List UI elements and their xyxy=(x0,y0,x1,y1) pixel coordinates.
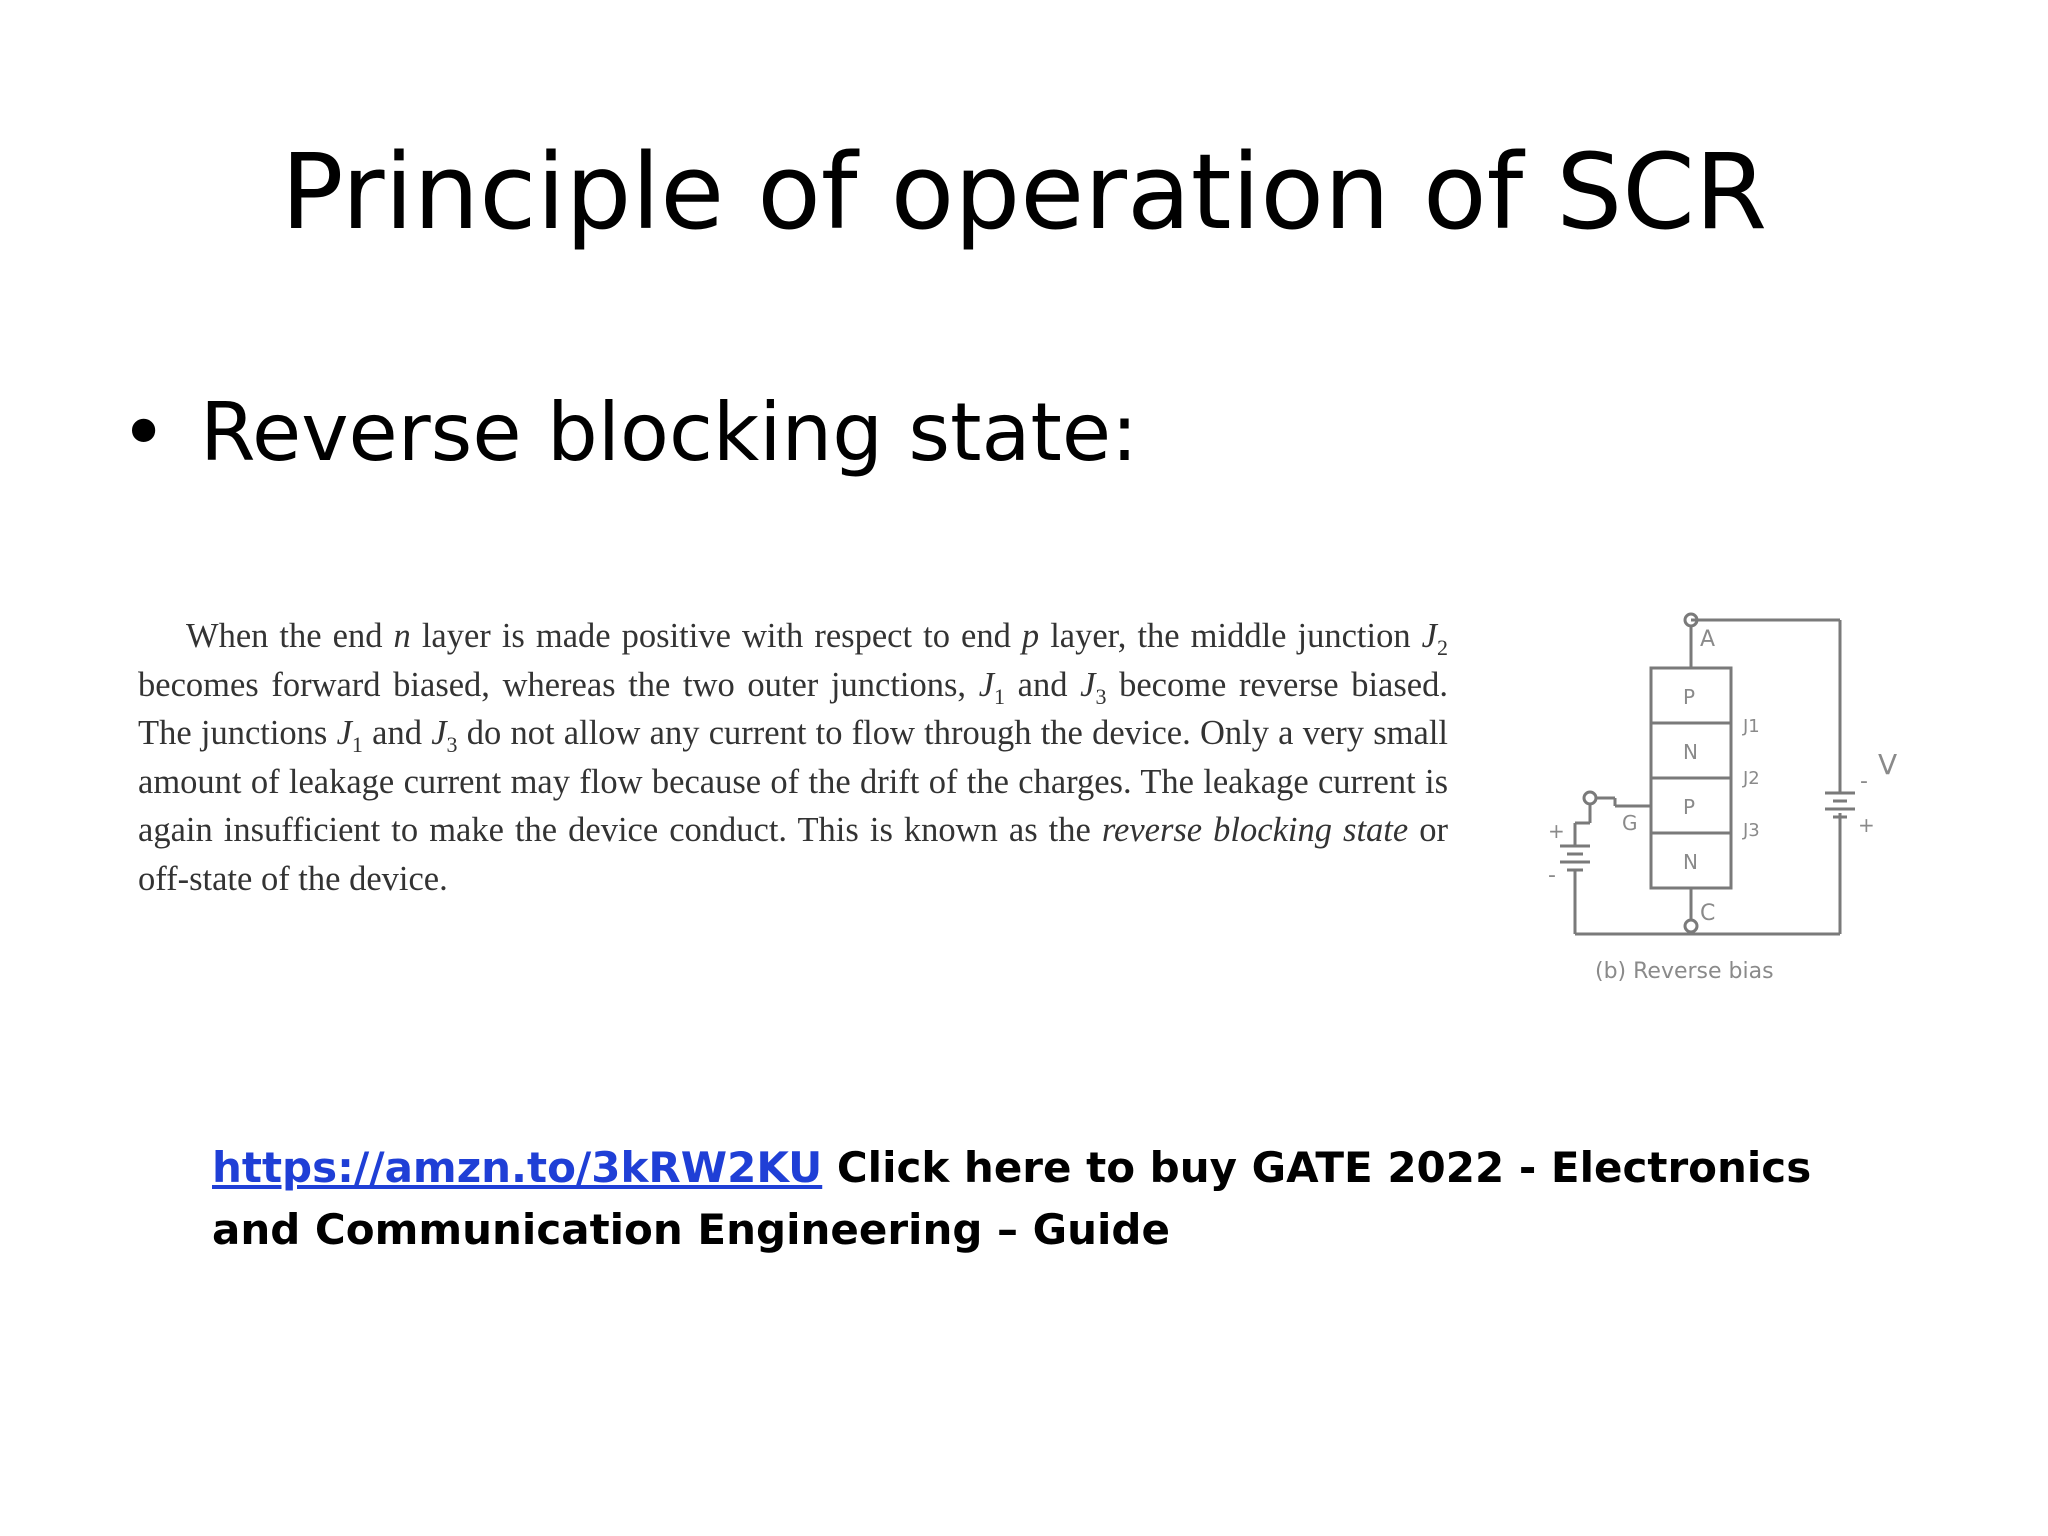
supply-plus: + xyxy=(1858,813,1875,837)
junction-label: J3 xyxy=(1743,820,1760,841)
bullet-text: Reverse blocking state: xyxy=(200,386,1139,479)
key-term: reverse blocking state xyxy=(1101,811,1409,849)
cathode-label: C xyxy=(1700,901,1716,926)
bullet-item xyxy=(120,385,1138,481)
purchase-promo xyxy=(212,1137,1852,1261)
slide-title: Principle of operation of SCR xyxy=(280,131,1768,253)
bullet-dot: • xyxy=(120,386,168,479)
layer-label: P xyxy=(1683,795,1696,819)
junction-label: J1 xyxy=(1743,716,1760,737)
gate-label: G xyxy=(1622,811,1638,835)
scr-reverse-bias-diagram xyxy=(1545,598,1935,998)
junction-label: J2 xyxy=(1743,768,1760,789)
gate-battery-plus: + xyxy=(1548,819,1565,843)
layer-label: N xyxy=(1683,740,1698,764)
textbook-excerpt: When the end n layer is made positive with respect to end p layer, the middle junction $J_2$ becomes forward biased, whereas the two outer junctions, $J_1$ and $J_3$ become reverse biased. The junctions $J_1$ and $J_3$ do not allow any current to flow through the device. Only a very small amount of leakage current may flow because of the drift of the charges. The leakage current is again insufficient to make the device conduct. This is known as the reverse blocking state or off-state of the device. xyxy=(138,617,1448,898)
anode-label: A xyxy=(1700,627,1716,652)
diagram-caption: (b) Reverse bias xyxy=(1595,959,1774,984)
layer-label: P xyxy=(1683,685,1696,709)
gate-terminal xyxy=(1584,792,1596,804)
cathode-terminal xyxy=(1685,920,1697,932)
layer-label: N xyxy=(1683,850,1698,874)
purchase-link[interactable]: https://amzn.to/3kRW2KU xyxy=(212,1143,823,1192)
gate-battery-minus: - xyxy=(1548,863,1556,888)
supply-minus: - xyxy=(1860,769,1868,794)
purchase-text: Click here to buy GATE 2022 - Electronics and Communication Engineering – Guide xyxy=(212,1143,1812,1254)
supply-label: V xyxy=(1878,748,1898,781)
